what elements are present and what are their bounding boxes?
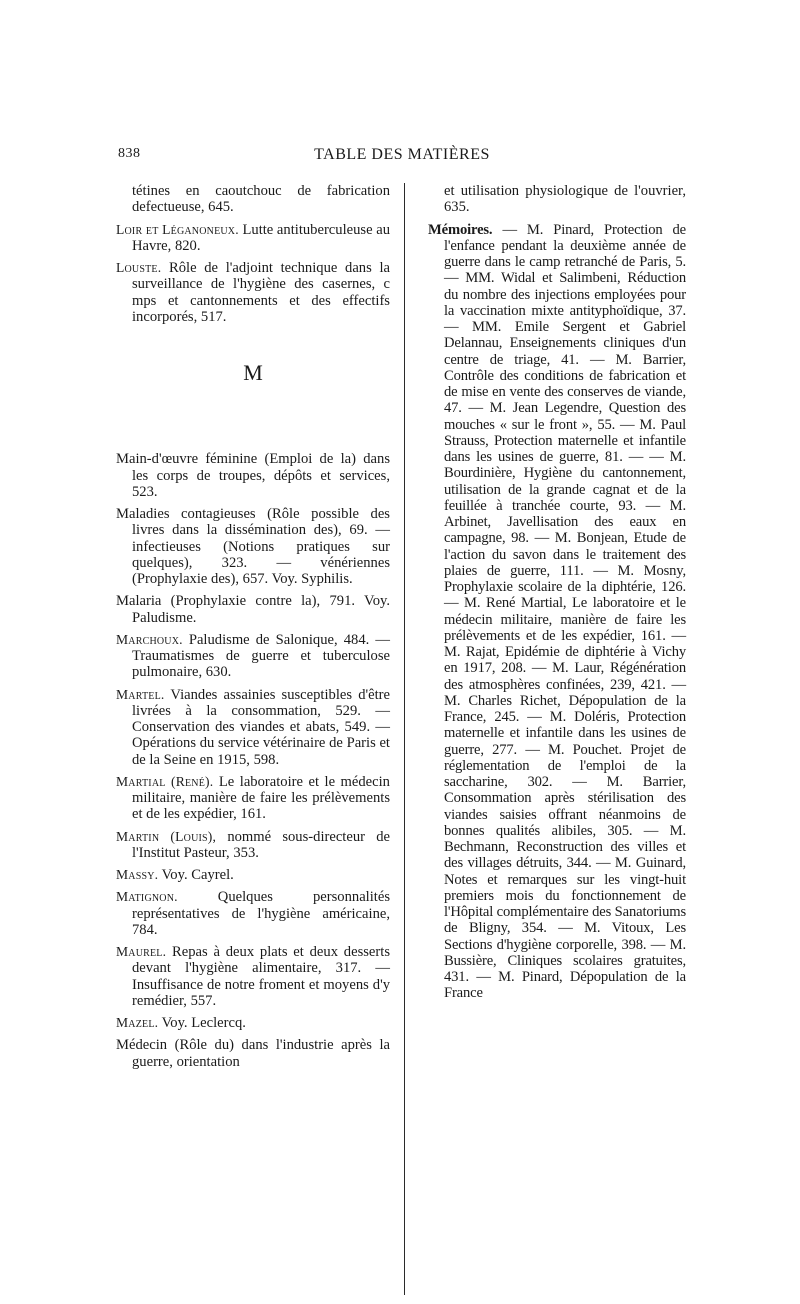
author-name: Matignon. (116, 889, 178, 905)
subject-term: Mémoires. (428, 221, 493, 238)
index-entry: Maladies contagieuses (Rôle possible des livres dans la dissémination des), 69. — infectieuses (Notions pratiques sur quelques), 323. — vénériennes (Prophylaxie des), 657. Voy. Syphilis. (116, 506, 390, 587)
author-name: Martel. (116, 686, 165, 702)
index-entry: Martin (Louis), nommé sous-directeur de l'Institut Pasteur, 353. (116, 828, 390, 861)
index-entry: tétines en caoutchouc de fabrication defectueuse, 645. (132, 183, 390, 216)
index-entry: Matignon. Quelques personnalités représentatives de l'hygiène américaine, 784. (116, 889, 390, 938)
author-name: Marchoux. (116, 631, 183, 647)
author-name: Louste. (116, 260, 162, 275)
right-column (428, 183, 686, 1002)
index-entry: Mémoires. — M. Pinard, Protection de l'enfance pendant la deuxième année de guerre dans le camp retranché de Paris, 5. — MM. Widal et Salimbeni, Réduction du nombre des injections employées pour la vaccination mixte antityphoïdique, 37. — MM. Emile Sergent et Gabriel Delannau, Enseignements cliniques d'un centre de triage, 41. — M. Barrier, Contrôle des conditions de fabrication et de mise en vente des conserves de viande, 47. — M. Jean Legendre, Question des mouches « sur le front », 55. — M. Paul Strauss, Protection maternelle et infantile dans les usines de guerre, 81. — — M. Bourdinière, Hygiène du cantonnement, utilisation de la grande cagnat et de la feuillée à tranchée courte, 93. — M. Arbinet, Javellisation des eaux en campagne, 98. — M. Bonjean, Etude de l'action du savon dans le traitement des plaies de guerre, 111. — M. Mosny, Prophylaxie scolaire de la diphtérie, 126. — M. René Martial, Le laboratoire et le médecin militaire, manière de faire les prélèvements et de les expédier, 161. — M. Rajat, Epidémie de diphtérie à Vichy en 1917, 208. — M. Laur, Régénération des atmosphères confinées, 239, 421. — M. Charles Richet, Dépopulation de la France, 245. — M. Doléris, Protection maternelle et infantile dans les usines de guerre, 277. — M. Pouchet. Projet de réglementation de l'emploi de la saccharine, 302. — M. Barrier, Consommation après stérilisation des viandes saisies offrant néanmoins de bonnes qualités alibiles, 305. — M. Bechmann, Reconstruction des villes et des villages détruits, 344. — M. Guinard, Notes et remarques sur les vingt-huit premiers mois du fonctionnement de l'Hôpital complémentaire des Sanatoriums de Bligny, 354. — M. Vitoux, Les Sections d'hygiène corporelle, 398. — M. Bussière, Cliniques scolaires gratuites, 431. — M. Pinard, Dépopulation de la France (428, 221, 686, 1002)
index-entry: Massy. Voy. Cayrel. (116, 867, 234, 883)
index-entry: Martel. Viandes assainies susceptibles d'être livrées à la consommation, 529. — Conservation des viandes et abats, 549. — Opérations du service vétérinaire de Paris et de la Seine en 1915, 598. (116, 686, 390, 768)
index-entry: Maurel. Repas à deux plats et deux desserts devant l'hygiène alimentaire, 317. — Insuffisance de notre froment et moyens d'y remédier, 557. (116, 944, 390, 1009)
index-entry: Mazel. Voy. Leclercq. (116, 1015, 246, 1031)
index-entry: Main-d'œuvre féminine (Emploi de la) dans les corps de troupes, dépôts et services, 523. (116, 451, 390, 500)
section-letter: M (243, 360, 263, 385)
page-title: TABLE DES MATIÈRES (314, 146, 490, 163)
author-name: Massy. (116, 867, 159, 882)
author-name: Martin (Louis), (116, 828, 217, 844)
author-name: Loir et Léganoneux. (116, 221, 239, 237)
author-name: Mazel. (116, 1015, 159, 1030)
column-divider (404, 183, 405, 1295)
index-entry: Médecin (Rôle du) dans l'industrie après la guerre, orientation (116, 1037, 390, 1070)
index-entry: Louste. Rôle de l'adjoint technique dans la surveillance de l'hygiène des casernes, c mps et cantonnements et des effectifs incorporés, 517. (116, 260, 390, 325)
page-number: 838 (118, 146, 141, 161)
author-name: Maurel. (116, 944, 167, 959)
index-entry: et utilisation physiologique de l'ouvrier, 635. (444, 183, 686, 216)
author-name: Martial (René). (116, 773, 214, 789)
left-column (116, 183, 390, 1070)
index-entry: Martial (René). Le laboratoire et le médecin militaire, manière de faire les prélèvements et de les expédier, 161. (116, 773, 390, 823)
index-entry: Marchoux. Paludisme de Salonique, 484. — Traumatismes de guerre et tuberculose pulmonaire, 630. (116, 631, 390, 681)
index-entry: Malaria (Prophylaxie contre la), 791. Voy. Paludisme. (116, 593, 390, 626)
running-head (118, 146, 686, 168)
subject-term: Main-d'œuvre féminine (116, 451, 258, 468)
index-entry: Loir et Léganoneux. Lutte antituberculeuse au Havre, 820. (116, 221, 390, 254)
subject-term: Médecin (116, 1037, 168, 1054)
